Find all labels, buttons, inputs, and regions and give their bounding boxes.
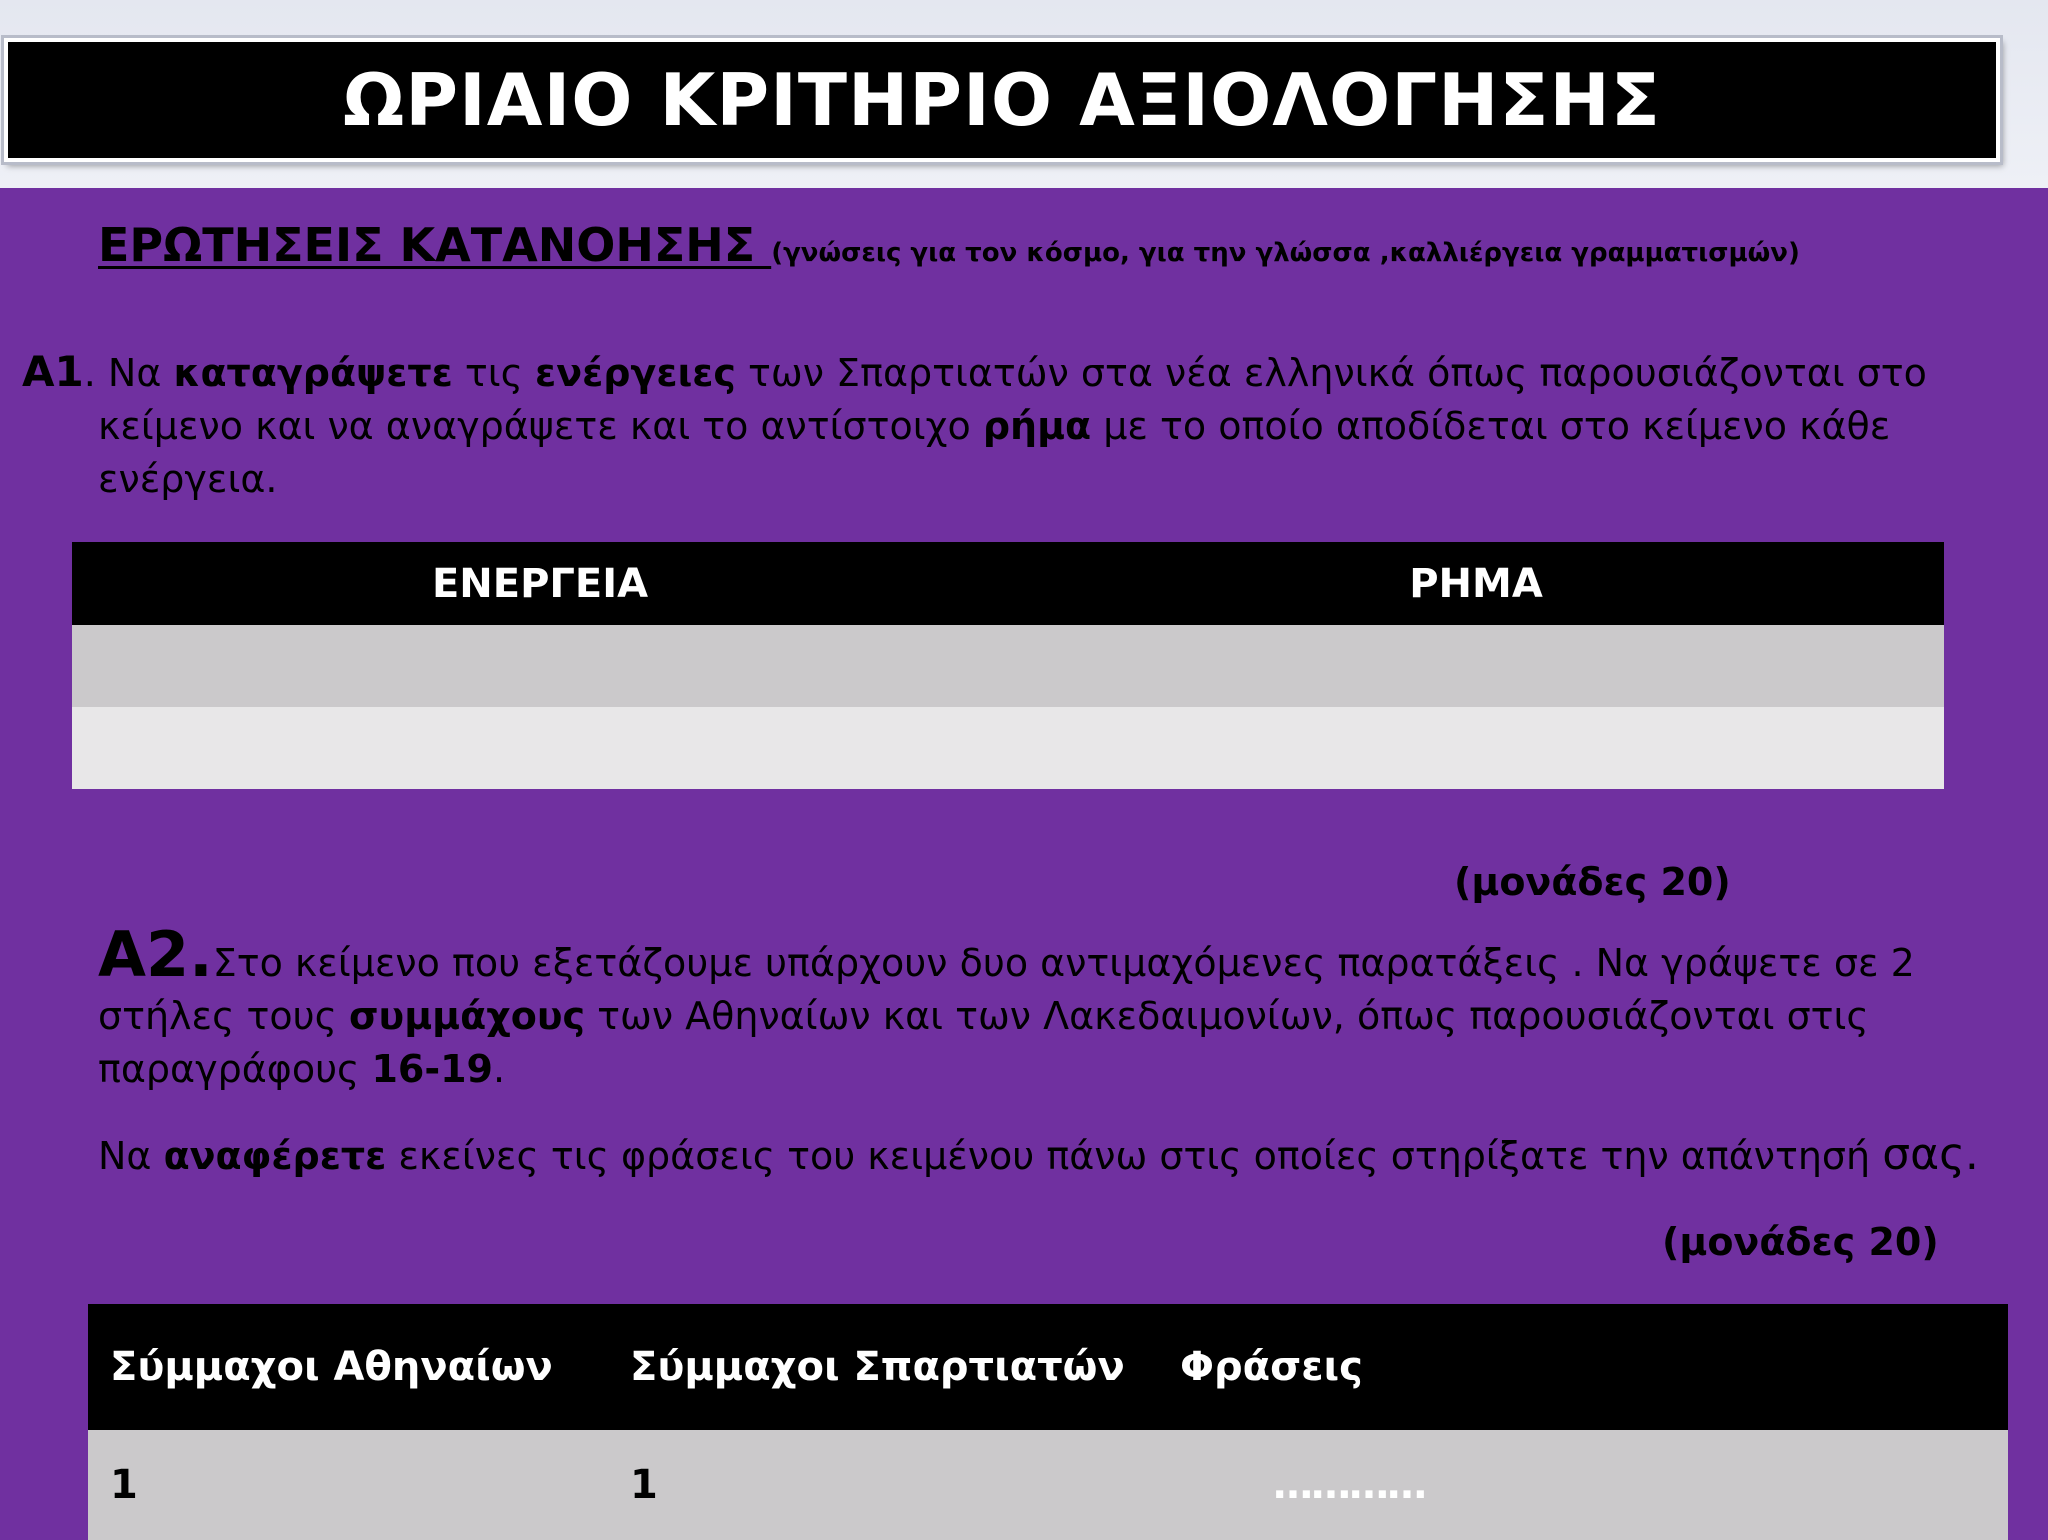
- table-cell[interactable]: [1008, 625, 1944, 707]
- question-text: τις: [452, 351, 536, 395]
- question-a1-line1: [22, 345, 2002, 400]
- question-keyword: ενέργειες: [535, 351, 736, 395]
- question-a1-line2: [22, 400, 2002, 453]
- table-row: [72, 707, 1944, 789]
- answer-table-a1: [72, 542, 1944, 789]
- question-keyword: συμμάχους: [348, 994, 586, 1038]
- question-a2-line3: [98, 1043, 2048, 1096]
- table-row: [88, 1430, 2008, 1540]
- question-keyword: καταγράψετε: [173, 351, 453, 395]
- question-a2-number: Α2.: [98, 918, 213, 991]
- question-a2-instruction: [98, 1128, 1979, 1183]
- question-text: εκείνες τις φράσεις του κειμένου πάνω στις οποίες στηρίξατε την απάντησή: [386, 1134, 1883, 1178]
- table-cell[interactable]: …………: [1158, 1430, 2008, 1540]
- question-text: Στο κείμενο που εξετάζουμε υπάρχουν δυο αντιμαχόμενες παρατάξεις . Να γράψετε σε 2: [212, 941, 1915, 985]
- question-a1-line3: ενέργεια.: [98, 457, 278, 501]
- question-keyword: ρήμα: [982, 404, 1092, 448]
- table-header-row: [88, 1304, 2008, 1430]
- answer-table-a2: [88, 1304, 2008, 1540]
- points-a1: (μονάδες 20): [1454, 860, 1731, 904]
- page-title: ΩΡΙΑΙΟ ΚΡΙΤΗΡΙΟ ΑΞΙΟΛΟΓΗΣΗΣ: [342, 58, 1661, 142]
- points-a2: (μονάδες 20): [1662, 1220, 1939, 1264]
- question-a1: [22, 345, 2002, 506]
- question-text: των Αθηναίων και των Λακεδαιμονίων, όπως παρουσιάζονται στις: [585, 994, 1869, 1038]
- table-cell[interactable]: [72, 625, 1008, 707]
- question-a1-number: Α1: [22, 347, 84, 396]
- question-a2-line1: [98, 918, 2048, 991]
- question-text: . Να: [83, 351, 174, 395]
- column-header-energeia: ΕΝΕΡΓΕΙΑ: [72, 542, 1008, 625]
- question-a2-line2: [98, 990, 2048, 1043]
- question-a2: [98, 918, 2048, 1096]
- section-subtitle: (γνώσεις για τον κόσμο, για την γλώσσα ,καλλιέργεια γραμματισμών): [771, 238, 1800, 268]
- table-cell[interactable]: 1: [88, 1430, 608, 1540]
- question-text: κείμενο και να αναγράψετε και το αντίστοιχο: [98, 404, 983, 448]
- question-text: .: [493, 1047, 506, 1091]
- section-title: ΕΡΩΤΗΣΕΙΣ ΚΑΤΑΝΟΗΣΗΣ: [98, 218, 772, 272]
- question-text: με το οποίο αποδίδεται στο κείμενο κάθε: [1091, 404, 1891, 448]
- title-bar: [4, 38, 2000, 162]
- table-row: [72, 625, 1944, 707]
- table-cell[interactable]: [1008, 707, 1944, 789]
- question-text: των Σπαρτιατών στα νέα ελληνικά όπως παρουσιάζονται στο: [735, 351, 1927, 395]
- question-text: στήλες τους: [98, 994, 349, 1038]
- column-header-phrases: Φράσεις: [1158, 1304, 2008, 1430]
- question-text: Να: [98, 1134, 164, 1178]
- column-header-rima: ΡΗΜΑ: [1008, 542, 1944, 625]
- question-keyword: 16-19: [371, 1047, 493, 1091]
- question-text: παραγράφους: [98, 1047, 372, 1091]
- question-text: σας.: [1882, 1129, 1979, 1180]
- question-keyword: αναφέρετε: [163, 1134, 387, 1178]
- table-header-row: [72, 542, 1944, 625]
- column-header-spartan-allies: Σύμμαχοι Σπαρτιατών: [608, 1304, 1158, 1430]
- table-cell[interactable]: 1: [608, 1430, 1158, 1540]
- table-cell[interactable]: [72, 707, 1008, 789]
- section-heading: [98, 218, 1800, 272]
- column-header-athenian-allies: Σύμμαχοι Αθηναίων: [88, 1304, 608, 1430]
